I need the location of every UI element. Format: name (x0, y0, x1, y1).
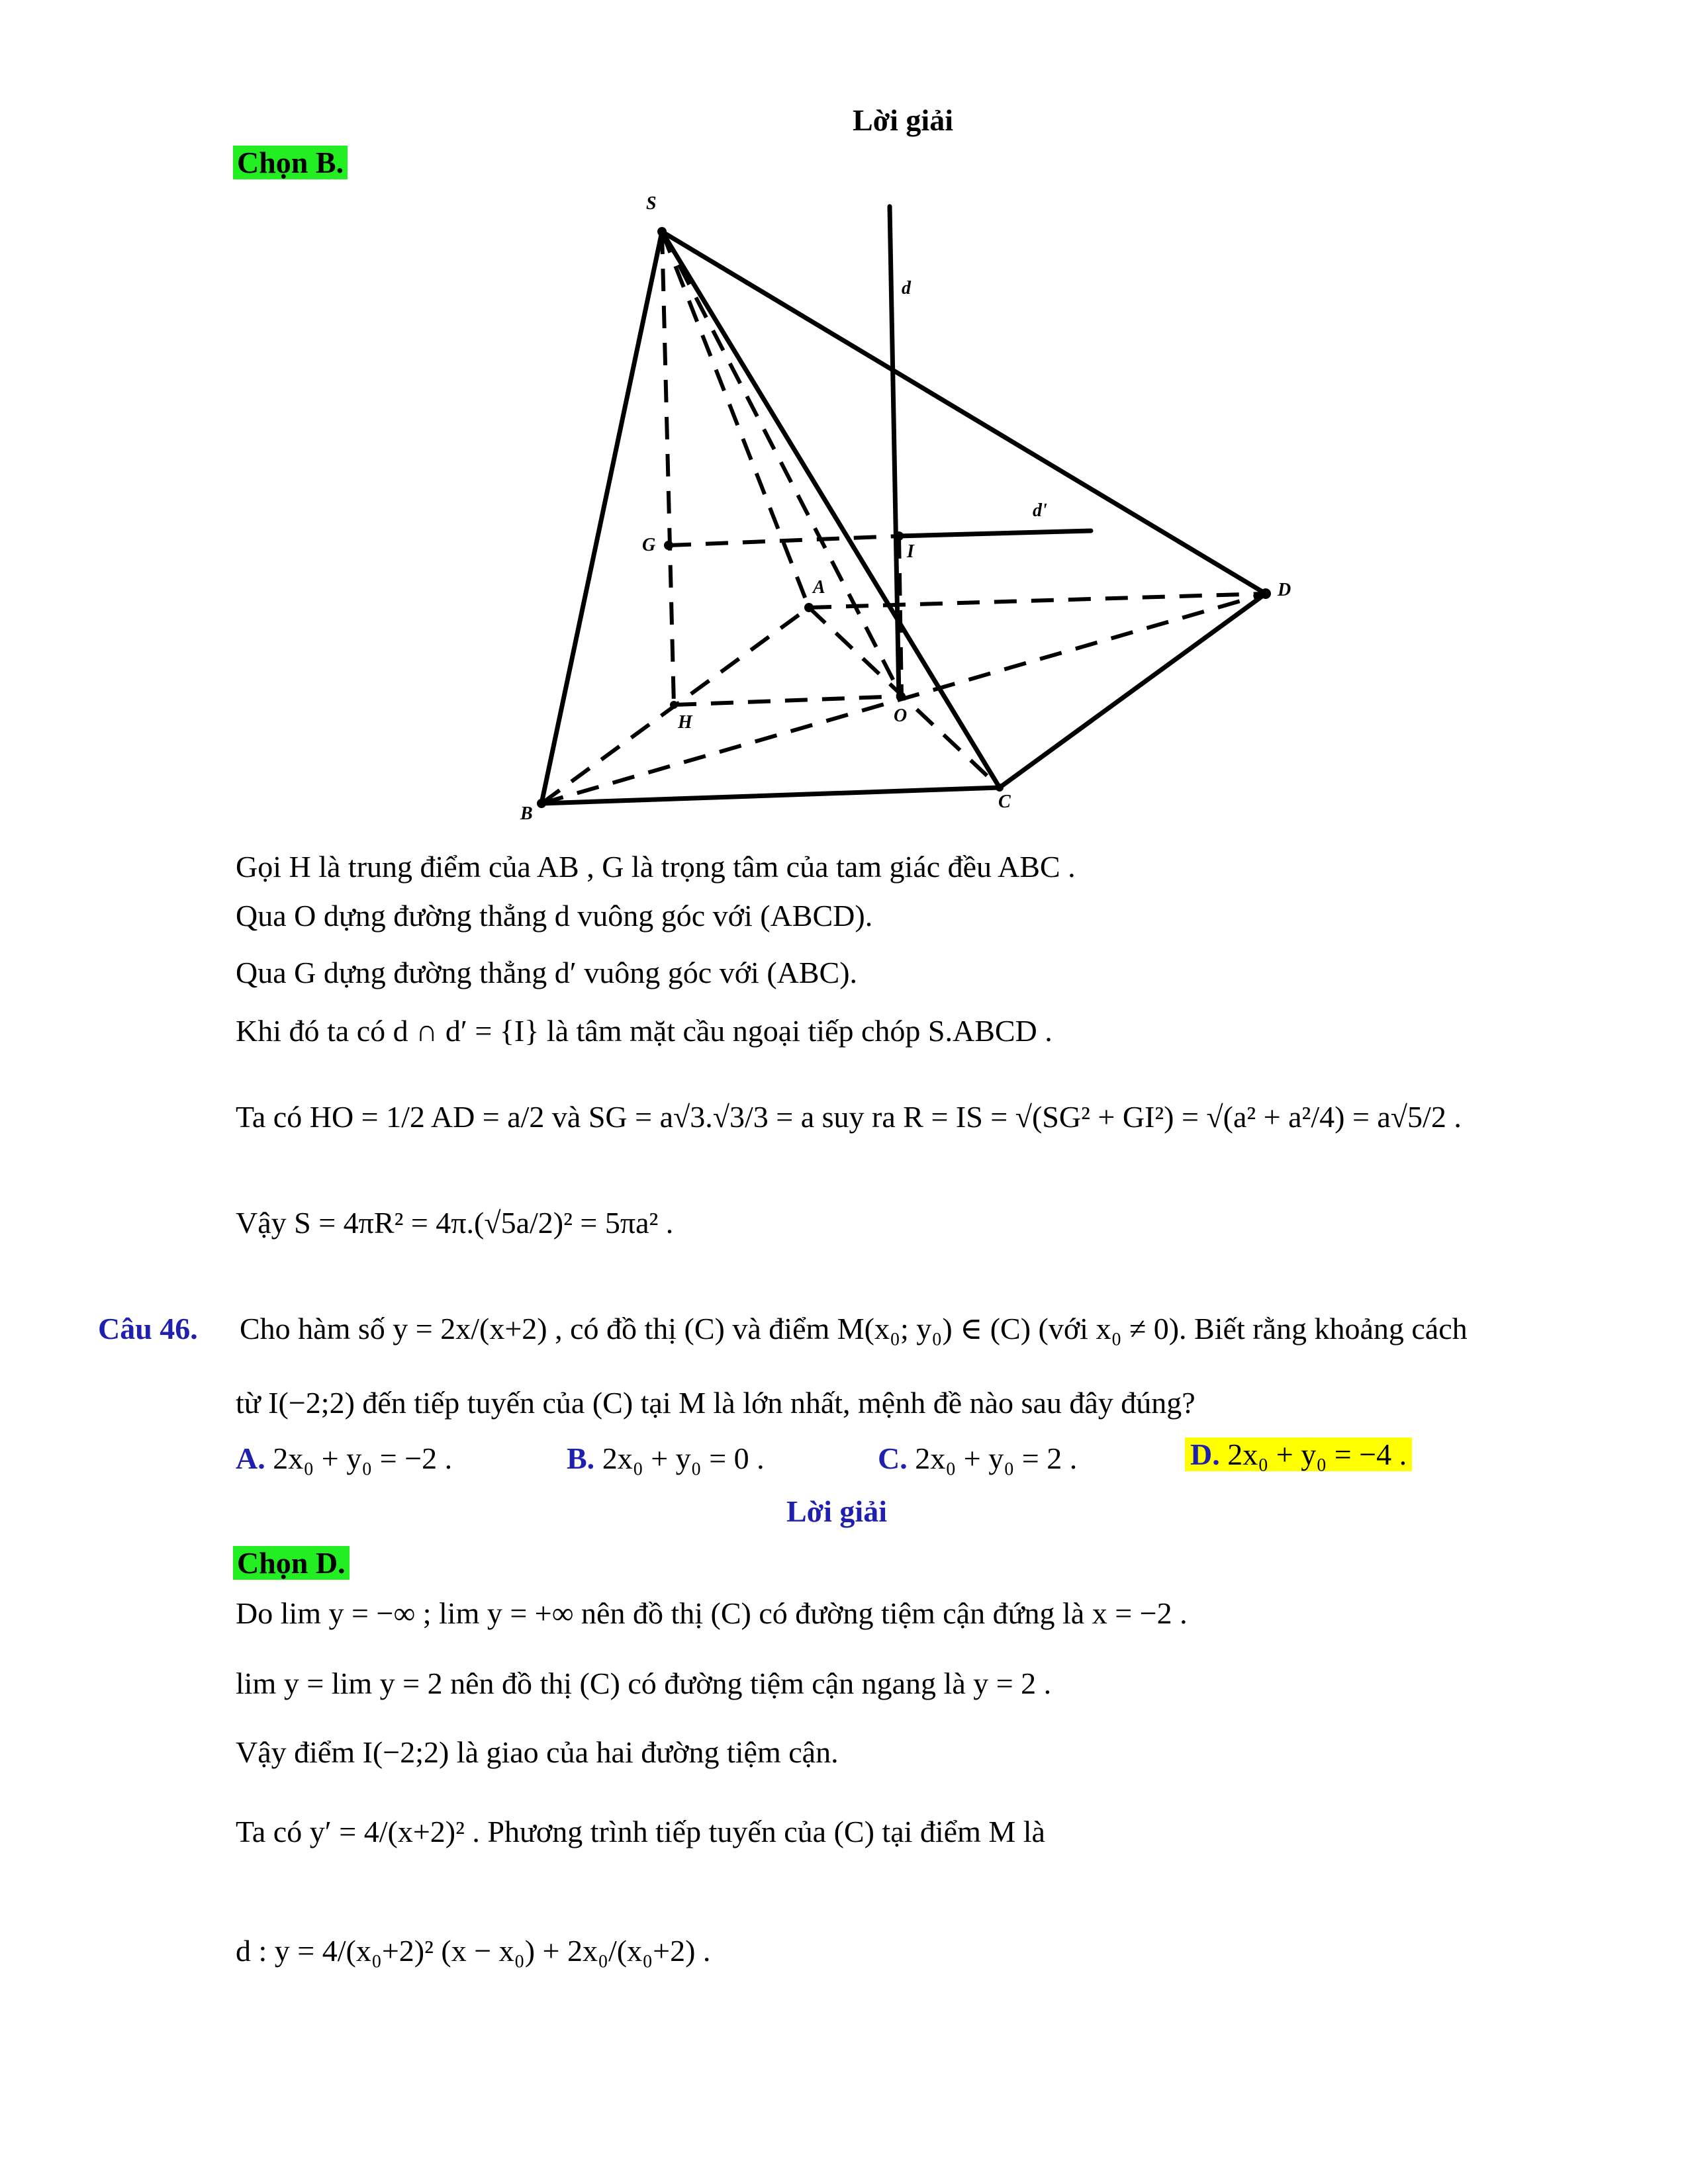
label-o: O (894, 705, 908, 726)
solution1-line3: Qua G dựng đường thẳng d′ vuông góc với (ABC). (236, 956, 858, 989)
option-d[interactable] (1185, 1436, 1412, 1473)
point-a (804, 603, 814, 612)
option-c-expr: 2x₀ + y₀ = 2 . (915, 1441, 1078, 1475)
solution2-line5: d : y = 4/(x₀+2)² (x − x₀) + 2x₀/(x₀+2) . (236, 1934, 711, 1968)
question-text-line2: từ I(−2;2) đến tiếp tuyến của (C) tại M là lớn nhất, mệnh đề nào sau đây đúng? (236, 1386, 1196, 1420)
option-b[interactable] (567, 1440, 765, 1477)
label-g: G (642, 535, 656, 555)
point-o (898, 692, 906, 700)
edge-sa (662, 232, 809, 608)
point-h (670, 701, 678, 709)
point-b (537, 799, 546, 808)
edge-bc (541, 788, 1000, 803)
pyramid-diagram (0, 0, 1688, 860)
label-h: H (678, 712, 692, 733)
label-i: I (907, 541, 914, 562)
solution2-line1: Do lim y = −∞ ; lim y = +∞ nên đồ thị (C) có đường tiệm cận đứng là x = −2 . (236, 1596, 1188, 1630)
point-d (1260, 588, 1271, 599)
option-d-letter: D. (1190, 1437, 1220, 1471)
point-g (664, 541, 673, 550)
edge-sb (541, 232, 662, 803)
line-d (890, 206, 899, 698)
label-c: C (998, 792, 1011, 812)
solution2-line4: Ta có y′ = 4/(x+2)² . Phương trình tiếp tuyến của (C) tại điểm M là (236, 1815, 1045, 1848)
answer-choice-label: Chọn B. (233, 146, 348, 179)
answer-choice-label-2: Chọn D. (233, 1546, 350, 1580)
answer-choice-d (233, 1545, 350, 1582)
label-d-prime: d' (1033, 500, 1047, 521)
solution-heading: Lời giải (853, 103, 953, 137)
option-c[interactable] (878, 1440, 1077, 1477)
option-b-letter: B. (567, 1441, 595, 1475)
solution2-line3: Vậy điểm I(−2;2) là giao của hai đường tiệm cận. (236, 1735, 839, 1769)
edge-cd (1000, 594, 1266, 788)
question-46 (98, 1310, 198, 1347)
solution1-line4: Khi đó ta có d ∩ d′ = {I} là tâm mặt cầu ngoại tiếp chóp S.ABCD . (236, 1014, 1053, 1048)
solution-heading-2: Lời giải (786, 1494, 887, 1528)
point-s (657, 227, 667, 236)
option-b-expr: 2x₀ + y₀ = 0 . (602, 1441, 765, 1475)
option-a[interactable] (236, 1440, 452, 1477)
edge-sh (662, 232, 674, 705)
solution1-line1: Gọi H là trung điểm của AB , G là trọng tâm của tam giác đều ABC . (236, 850, 1076, 884)
line-d-prime-solid (899, 531, 1091, 536)
point-i (894, 531, 904, 541)
solution1-line5: Ta có HO = 1/2 AD = a/2 và SG = a√3.√3/3 = a suy ra R = IS = √(SG² + GI²) = √(a² + a²/4) = a√5/2 . (236, 1100, 1462, 1134)
option-c-letter: C. (878, 1441, 908, 1475)
label-d: d (902, 278, 911, 298)
label-b: B (520, 803, 533, 824)
option-a-expr: 2x₀ + y₀ = −2 . (273, 1441, 453, 1475)
label-d-point: D (1278, 580, 1291, 600)
point-c (996, 784, 1004, 792)
option-d-highlight (1185, 1437, 1412, 1471)
solution1-line6: Vậy S = 4πR² = 4π.(√5a/2)² = 5πa² . (236, 1206, 674, 1240)
question-number: Câu 46. (98, 1312, 198, 1345)
question-text-line1: Cho hàm số y = 2x/(x+2) , có đồ thị (C) và điểm M(x₀; y₀) ∈ (C) (với x₀ ≠ 0). Biết rằng khoảng cách (240, 1312, 1468, 1345)
option-a-letter: A. (236, 1441, 265, 1475)
edge-ad (809, 594, 1266, 608)
option-d-expr: 2x₀ + y₀ = −4 . (1227, 1437, 1407, 1471)
label-s: S (646, 193, 657, 214)
edge-sd (662, 232, 1266, 594)
label-a: A (813, 577, 825, 598)
segment-ho (674, 696, 902, 705)
solution2-line2: lim y = lim y = 2 nên đồ thị (C) có đường tiệm cận ngang là y = 2 . (236, 1666, 1052, 1700)
solution1-line2: Qua O dựng đường thẳng d vuông góc với (ABCD). (236, 899, 873, 933)
